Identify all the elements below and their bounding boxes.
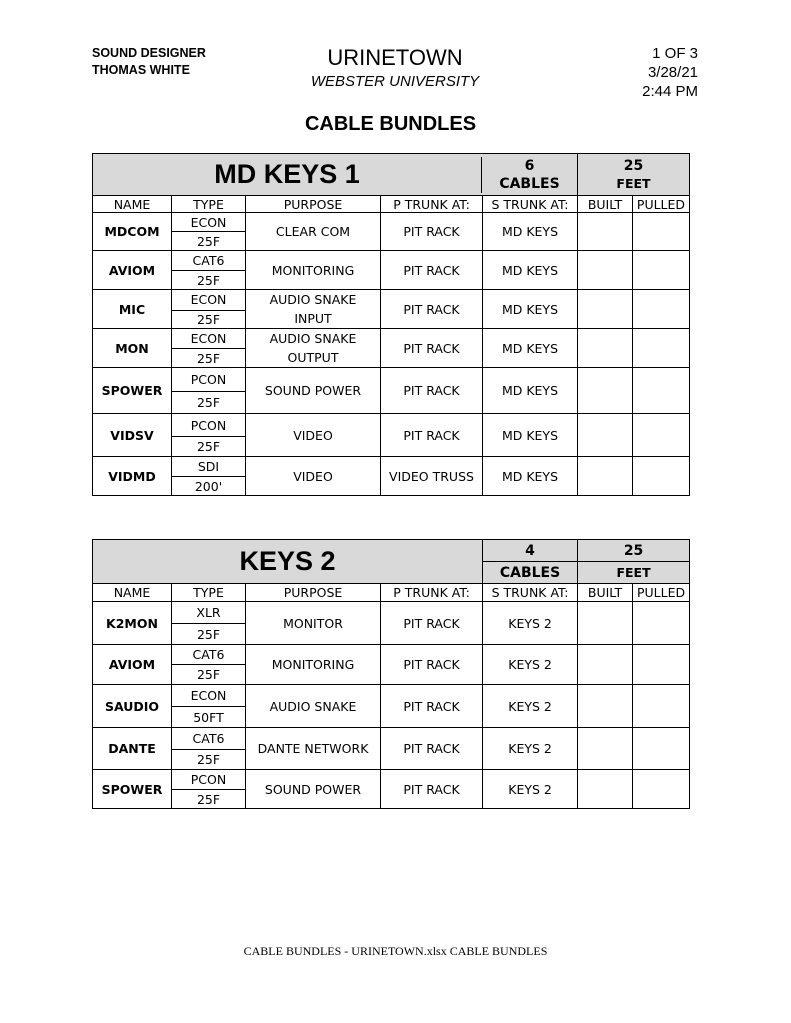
pulled-checkbox-cell[interactable] <box>633 602 690 645</box>
built-checkbox-cell[interactable] <box>578 645 633 685</box>
cable-purpose <box>246 770 381 809</box>
cable-p-trunk: PIT RACK <box>381 728 483 770</box>
cable-length: 25F <box>172 790 246 809</box>
cable-s-trunk: KEYS 2 <box>483 728 578 770</box>
col-name-header: NAME <box>93 196 172 213</box>
bundle-cable-count: 6 <box>524 157 535 174</box>
bundle-name: KEYS 2 <box>93 540 483 584</box>
col-name-header: NAME <box>93 584 172 602</box>
col-built-header: BUILT <box>577 196 632 213</box>
designer-name: THOMAS WHITE <box>92 63 190 77</box>
cable-length: 25F <box>172 392 246 414</box>
bundle-cable-count-cell <box>482 157 577 193</box>
cable-purpose-line-1: MONITORING <box>271 262 355 278</box>
cable-length: 50FT <box>172 707 246 728</box>
cable-purpose <box>246 602 381 645</box>
pulled-checkbox-cell[interactable] <box>632 457 689 496</box>
cable-purpose <box>246 728 381 770</box>
cable-p-trunk: PIT RACK <box>381 770 483 809</box>
cable-s-trunk: KEYS 2 <box>483 645 578 685</box>
col-purpose-header: PURPOSE <box>246 584 381 602</box>
page-footer: CABLE BUNDLES - URINETOWN.xlsx CABLE BUNDLES <box>243 944 548 958</box>
col-type-header: TYPE <box>172 196 246 213</box>
cable-s-trunk: MD KEYS <box>483 414 578 457</box>
cable-name: MON <box>93 329 172 368</box>
bundle-table-md-keys-1 <box>92 153 690 496</box>
cable-type: PCON <box>172 368 246 392</box>
cable-type: CAT6 <box>172 645 246 665</box>
col-p-trunk-header: P TRUNK AT: <box>381 196 483 213</box>
bundle-rows <box>93 213 690 496</box>
designer-role: SOUND DESIGNER <box>92 46 206 60</box>
cable-p-trunk: PIT RACK <box>381 251 483 290</box>
cable-type: PCON <box>172 414 246 437</box>
col-type-header: TYPE <box>172 584 246 602</box>
built-checkbox-cell[interactable] <box>577 290 632 329</box>
col-s-trunk-header: S TRUNK AT: <box>483 196 578 213</box>
column-header-row <box>93 584 690 602</box>
bundle-length-label: FEET <box>616 175 651 191</box>
col-purpose-header: PURPOSE <box>246 196 381 213</box>
cable-name: K2MON <box>93 602 172 645</box>
col-p-trunk-header: P TRUNK AT: <box>381 584 483 602</box>
cable-s-trunk: MD KEYS <box>483 290 578 329</box>
cable-name: SAUDIO <box>93 685 172 728</box>
col-pulled-header: PULLED <box>633 584 690 602</box>
cable-purpose-line-1: MONITOR <box>283 615 343 631</box>
cable-purpose <box>246 329 381 368</box>
cable-type: ECON <box>172 685 246 707</box>
print-date: 3/28/21 <box>647 64 698 81</box>
cable-length: 200' <box>172 477 246 496</box>
pulled-checkbox-cell[interactable] <box>633 728 690 770</box>
built-checkbox-cell[interactable] <box>577 213 632 251</box>
cable-s-trunk: MD KEYS <box>483 213 578 251</box>
built-checkbox-cell[interactable] <box>578 685 633 728</box>
bundle-table-keys-2 <box>92 539 690 809</box>
cable-length: 25F <box>172 232 246 251</box>
bundle-name: MD KEYS 1 <box>214 159 360 189</box>
cable-p-trunk: PIT RACK <box>381 290 483 329</box>
col-pulled-header: PULLED <box>632 196 689 213</box>
pulled-checkbox-cell[interactable] <box>632 213 689 251</box>
cable-length: 25F <box>172 665 246 685</box>
cable-purpose <box>246 645 381 685</box>
pulled-checkbox-cell[interactable] <box>632 368 689 414</box>
cable-s-trunk: MD KEYS <box>483 329 578 368</box>
cable-s-trunk: KEYS 2 <box>483 602 578 645</box>
bundle-cable-count: 4 <box>483 540 578 562</box>
cable-name: AVIOM <box>93 251 172 290</box>
column-header-row <box>93 196 690 213</box>
cable-type: XLR <box>172 602 246 624</box>
pulled-checkbox-cell[interactable] <box>632 290 689 329</box>
cable-length: 25F <box>172 349 246 368</box>
built-checkbox-cell[interactable] <box>578 770 633 809</box>
cable-purpose <box>246 414 381 457</box>
pulled-checkbox-cell[interactable] <box>633 645 690 685</box>
show-block <box>230 44 560 92</box>
built-checkbox-cell[interactable] <box>578 602 633 645</box>
cable-p-trunk: PIT RACK <box>381 329 483 368</box>
cable-purpose-line-1: VIDEO <box>293 427 333 443</box>
bundle-length: 25 <box>623 157 644 174</box>
pulled-checkbox-cell[interactable] <box>633 685 690 728</box>
built-checkbox-cell[interactable] <box>578 728 633 770</box>
cable-length: 25F <box>172 437 246 457</box>
cable-length: 25F <box>172 750 246 770</box>
cable-p-trunk: PIT RACK <box>381 368 483 414</box>
cable-purpose-line-1: AUDIO SNAKE <box>269 698 357 714</box>
page-number: 1 OF 3 <box>652 45 698 62</box>
bundle-length-label: FEET <box>578 562 690 584</box>
cable-length: 25F <box>172 624 246 645</box>
cable-s-trunk: MD KEYS <box>483 251 578 290</box>
cable-p-trunk: PIT RACK <box>381 414 483 457</box>
cable-type: ECON <box>172 329 246 349</box>
col-built-header: BUILT <box>578 584 633 602</box>
col-s-trunk-header: S TRUNK AT: <box>483 584 578 602</box>
bundle-length-cell <box>577 154 689 196</box>
cable-p-trunk: VIDEO TRUSS <box>381 457 483 496</box>
cable-p-trunk: PIT RACK <box>381 602 483 645</box>
cable-type: ECON <box>172 290 246 311</box>
cable-length: 25F <box>172 310 246 328</box>
document-title: CABLE BUNDLES <box>304 113 477 135</box>
cable-type: CAT6 <box>172 728 246 750</box>
bundle-rows <box>93 602 690 809</box>
cable-p-trunk: PIT RACK <box>381 645 483 685</box>
cable-purpose <box>246 290 381 329</box>
cable-purpose-line-2: INPUT <box>294 311 332 326</box>
cable-s-trunk: KEYS 2 <box>483 685 578 728</box>
built-checkbox-cell[interactable] <box>577 414 632 457</box>
cable-s-trunk: KEYS 2 <box>483 770 578 809</box>
bundle-cables-label: CABLES <box>499 175 560 192</box>
built-checkbox-cell[interactable] <box>577 329 632 368</box>
cable-type: SDI <box>172 457 246 477</box>
bundle-length: 25 <box>578 540 690 562</box>
cable-type: PCON <box>172 770 246 790</box>
cable-name: VIDMD <box>93 457 172 496</box>
pulled-checkbox-cell[interactable] <box>632 414 689 457</box>
show-title: URINETOWN <box>327 45 463 70</box>
cable-purpose <box>246 368 381 414</box>
cable-name: SPOWER <box>93 368 172 414</box>
built-checkbox-cell[interactable] <box>577 368 632 414</box>
cable-name: MIC <box>93 290 172 329</box>
built-checkbox-cell[interactable] <box>577 457 632 496</box>
cable-s-trunk: MD KEYS <box>483 457 578 496</box>
cable-name: VIDSV <box>93 414 172 457</box>
cable-name: DANTE <box>93 728 172 770</box>
cable-p-trunk: PIT RACK <box>381 213 483 251</box>
pulled-checkbox-cell[interactable] <box>632 329 689 368</box>
cable-purpose-line-1: MONITORING <box>271 657 355 672</box>
cable-purpose-line-1: VIDEO <box>293 468 333 484</box>
cable-purpose-line-1: CLEAR COM <box>275 224 351 239</box>
built-checkbox-cell[interactable] <box>577 251 632 290</box>
cable-purpose-line-1: SOUND POWER <box>264 781 362 797</box>
cable-purpose <box>246 457 381 496</box>
page-info <box>560 44 698 101</box>
cable-type: ECON <box>172 213 246 232</box>
cable-purpose-line-2: OUTPUT <box>287 350 339 365</box>
cable-s-trunk: MD KEYS <box>483 368 578 414</box>
pulled-checkbox-cell[interactable] <box>632 251 689 290</box>
cable-name: MDCOM <box>93 213 172 251</box>
designer-block <box>92 45 206 79</box>
cable-p-trunk: PIT RACK <box>381 685 483 728</box>
pulled-checkbox-cell[interactable] <box>633 770 690 809</box>
bundle-title-cell <box>93 154 578 196</box>
cable-purpose <box>246 213 381 251</box>
venue: WEBSTER UNIVERSITY <box>310 73 480 90</box>
cable-length: 25F <box>172 271 246 290</box>
bundle-cables-label: CABLES <box>483 562 578 584</box>
print-time: 2:44 PM <box>642 83 698 100</box>
cable-purpose <box>246 685 381 728</box>
cable-name: AVIOM <box>93 645 172 685</box>
cable-name: SPOWER <box>93 770 172 809</box>
cable-type: CAT6 <box>172 251 246 271</box>
cable-purpose <box>246 251 381 290</box>
cable-purpose-line-1: SOUND POWER <box>264 383 362 398</box>
cable-purpose-line-1: AUDIO SNAKE <box>269 292 357 307</box>
cable-purpose-line-1: DANTE NETWORK <box>257 741 369 756</box>
cable-purpose-line-1: AUDIO SNAKE <box>269 331 357 346</box>
